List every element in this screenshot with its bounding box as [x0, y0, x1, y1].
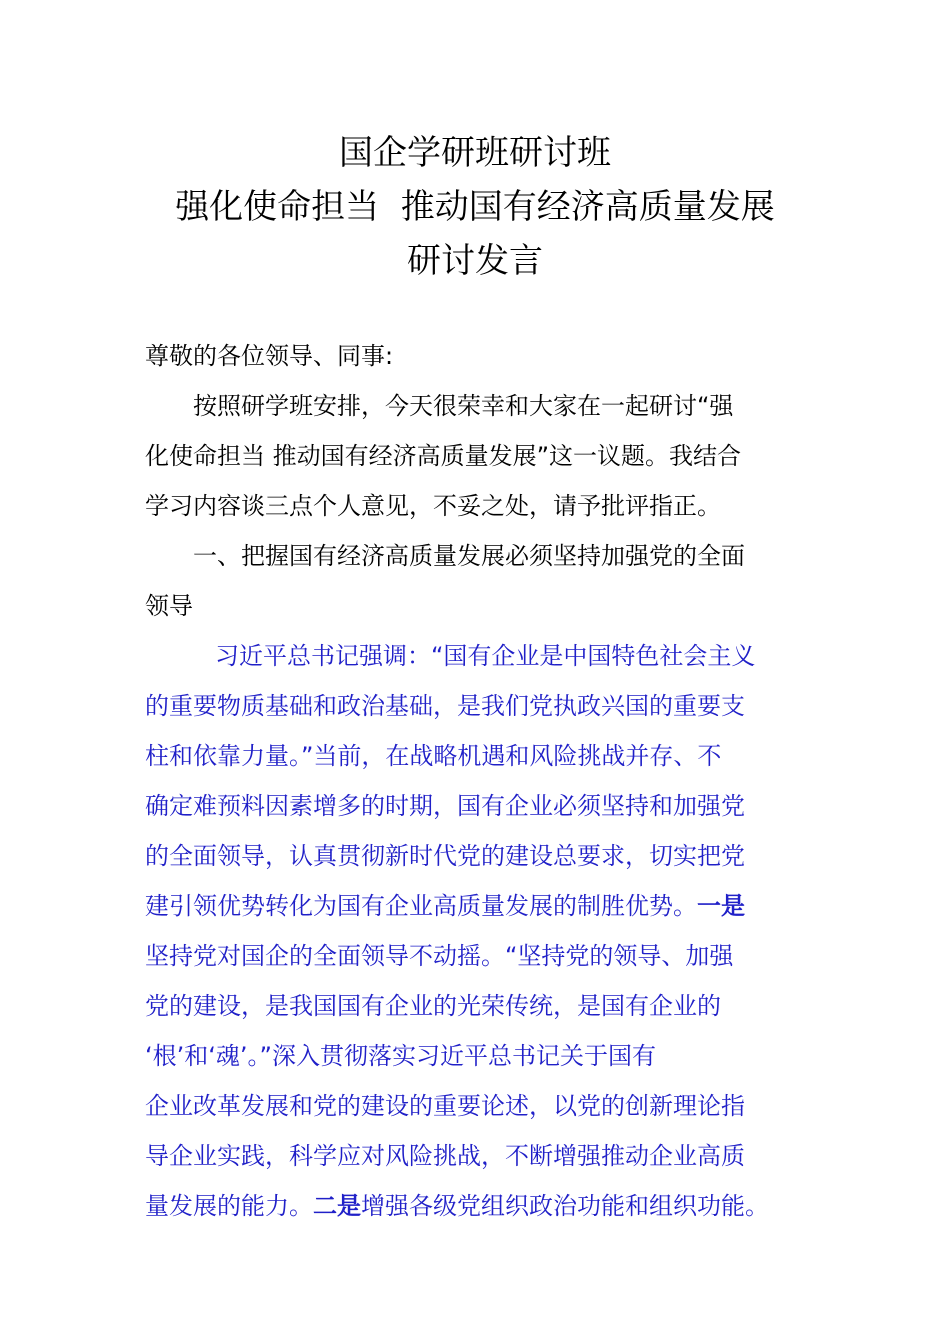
title-line-1: 国企学研班研讨班: [339, 133, 611, 173]
section1-body-line-2: 的重要物质基础和政治基础，是我们党执政兴国的重要支: [145, 692, 745, 720]
document-title: [0, 126, 950, 288]
section1-body-line-6-text: 建引领优势转化为国有企业高质量发展的制胜优势。: [145, 892, 697, 920]
point-one-marker: 一是: [697, 892, 745, 920]
section1-body-line-12: [145, 1181, 815, 1231]
section1-body-line-7: 坚持党对国企的全面领导不动摇。“坚持党的领导、加强: [145, 942, 734, 970]
intro-line-3: 学习内容谈三点个人意见，不妥之处，请予批评指正。: [145, 492, 721, 520]
greeting: 尊敬的各位领导、同事:: [145, 342, 394, 370]
section1-body-line-12-tail: 增强各级党组织政治功能和组织功能。: [361, 1192, 769, 1220]
section1-body-line-5: 的全面领导，认真贯彻新时代党的建设总要求，切实把党: [145, 842, 745, 870]
section1-body-line-6: [145, 881, 815, 931]
title-line-2: 强化使命担当 推动国有经济高质量发展: [175, 187, 775, 227]
section1-body-line-10: 企业改革发展和党的建设的重要论述，以党的创新理论指: [145, 1092, 745, 1120]
section1-body-line-8: 党的建设，是我国国有企业的光荣传统，是国有企业的: [145, 992, 721, 1020]
section1-body-line-4: 确定难预料因素增多的时期，国有企业必须坚持和加强党: [145, 792, 745, 820]
intro-line-2: 化使命担当 推动国有经济高质量发展”这一议题。我结合: [145, 442, 742, 470]
intro-line-1: 按照研学班安排，今天很荣幸和大家在一起研讨“强: [193, 392, 734, 420]
point-two-marker: 二是: [313, 1192, 361, 1220]
document-body: [145, 331, 815, 1231]
section1-body-line-9: ‘根’和‘魂’。”深入贯彻落实习近平总书记关于国有: [145, 1042, 656, 1070]
section1-heading-line-1: 一、把握国有经济高质量发展必须坚持加强党的全面: [193, 542, 745, 570]
section1-body-line-11: 导企业实践，科学应对风险挑战，不断增强推动企业高质: [145, 1142, 745, 1170]
section1-body-line-1: 习近平总书记强调：“国有企业是中国特色社会主义: [215, 642, 756, 670]
section1-heading-line-2: 领导: [145, 592, 193, 620]
section1-body-line-3: 柱和依靠力量。”当前，在战略机遇和风险挑战并存、不: [145, 742, 722, 770]
section1-body-line-12-text: 量发展的能力。: [145, 1192, 313, 1220]
title-line-3: 研讨发言: [407, 241, 543, 281]
